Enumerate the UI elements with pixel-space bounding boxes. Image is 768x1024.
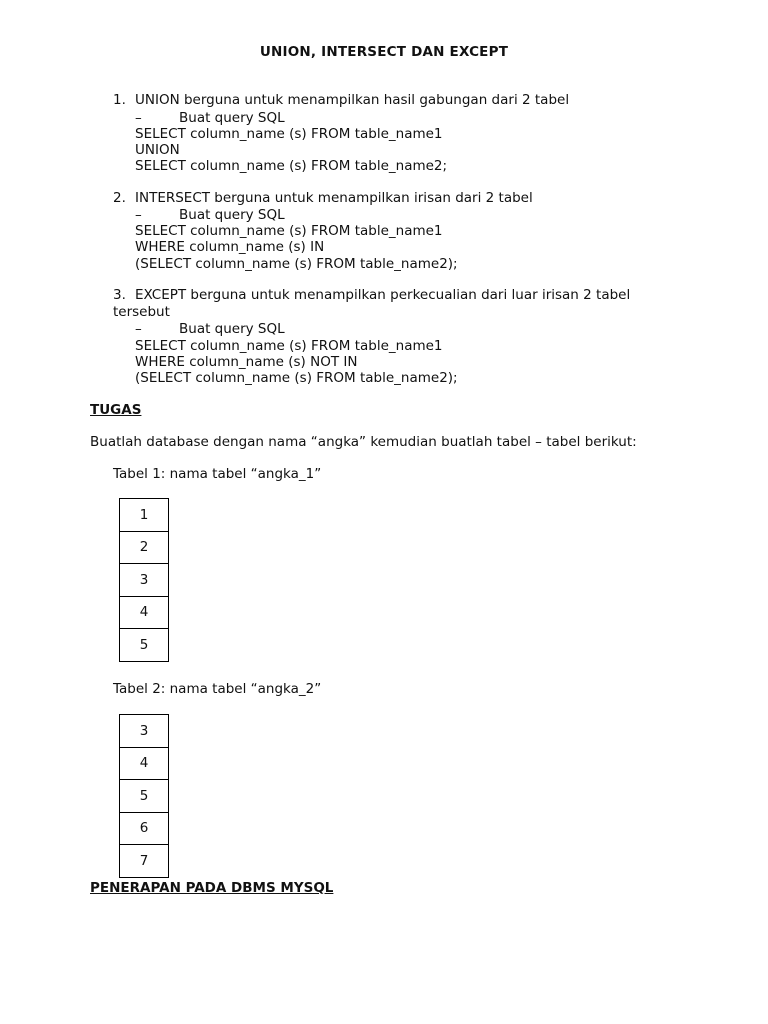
table1-caption: Tabel 1: nama tabel “angka_1” — [113, 466, 322, 482]
table-cell: 4 — [120, 596, 169, 629]
item-3-text-cont: tersebut — [113, 304, 170, 320]
item-2-sublabel: Buat query SQL — [179, 207, 285, 223]
table-row — [120, 812, 169, 845]
table-row — [120, 629, 169, 662]
table-row — [120, 531, 169, 564]
item-3-text: EXCEPT berguna untuk menampilkan perkecualian dari luar irisan 2 tabel — [135, 287, 631, 303]
item-2-query-line: SELECT column_name (s) FROM table_name1 — [135, 223, 443, 239]
item-3-number: 3. — [113, 287, 126, 303]
table-row — [120, 499, 169, 532]
item-1-query-line: SELECT column_name (s) FROM table_name2; — [135, 158, 448, 174]
table-cell: 5 — [120, 629, 169, 662]
table2-caption: Tabel 2: nama tabel “angka_2” — [113, 681, 322, 697]
table-cell: 3 — [120, 564, 169, 597]
item-2-number: 2. — [113, 190, 126, 206]
table-cell: 4 — [120, 747, 169, 780]
table-cell: 5 — [120, 780, 169, 813]
table-cell: 3 — [120, 715, 169, 748]
table-cell: 2 — [120, 531, 169, 564]
item-2-query-line: WHERE column_name (s) IN — [135, 239, 325, 255]
item-1-number: 1. — [113, 92, 126, 108]
table-row — [120, 845, 169, 878]
document-title: UNION, INTERSECT DAN EXCEPT — [259, 44, 509, 60]
item-1-sublabel-row — [135, 110, 285, 126]
item-1-query-line: SELECT column_name (s) FROM table_name1 — [135, 126, 443, 142]
table-cell: 1 — [120, 499, 169, 532]
footer-heading: PENERAPAN PADA DBMS MYSQL — [90, 880, 334, 896]
table-angka-1 — [119, 498, 169, 662]
table-row — [120, 596, 169, 629]
item-2-text: INTERSECT berguna untuk menampilkan irisan dari 2 tabel — [135, 190, 533, 206]
item-3-query-line: SELECT column_name (s) FROM table_name1 — [135, 338, 443, 354]
item-1-text: UNION berguna untuk menampilkan hasil gabungan dari 2 tabel — [135, 92, 570, 108]
table-row — [120, 715, 169, 748]
item-3-query-line: (SELECT column_name (s) FROM table_name2); — [135, 370, 458, 386]
table-row — [120, 564, 169, 597]
table-cell: 7 — [120, 845, 169, 878]
item-3-sublabel-row — [135, 321, 285, 337]
table-cell: 6 — [120, 812, 169, 845]
item-2-sublabel-row — [135, 207, 285, 223]
item-3-query-line: WHERE column_name (s) NOT IN — [135, 354, 358, 370]
tugas-text: Buatlah database dengan nama “angka” kemudian buatlah tabel – tabel berikut: — [90, 434, 637, 450]
tugas-heading: TUGAS — [90, 402, 142, 418]
item-2-query-line: (SELECT column_name (s) FROM table_name2); — [135, 256, 458, 272]
item-2-dash: – — [135, 207, 142, 223]
item-3-sublabel: Buat query SQL — [179, 321, 285, 337]
item-1-query-line: UNION — [135, 142, 180, 158]
item-1-dash: – — [135, 110, 142, 126]
table-row — [120, 780, 169, 813]
table-row — [120, 747, 169, 780]
item-1-sublabel: Buat query SQL — [179, 110, 285, 126]
item-3-dash: – — [135, 321, 142, 337]
table-angka-2 — [119, 714, 169, 878]
